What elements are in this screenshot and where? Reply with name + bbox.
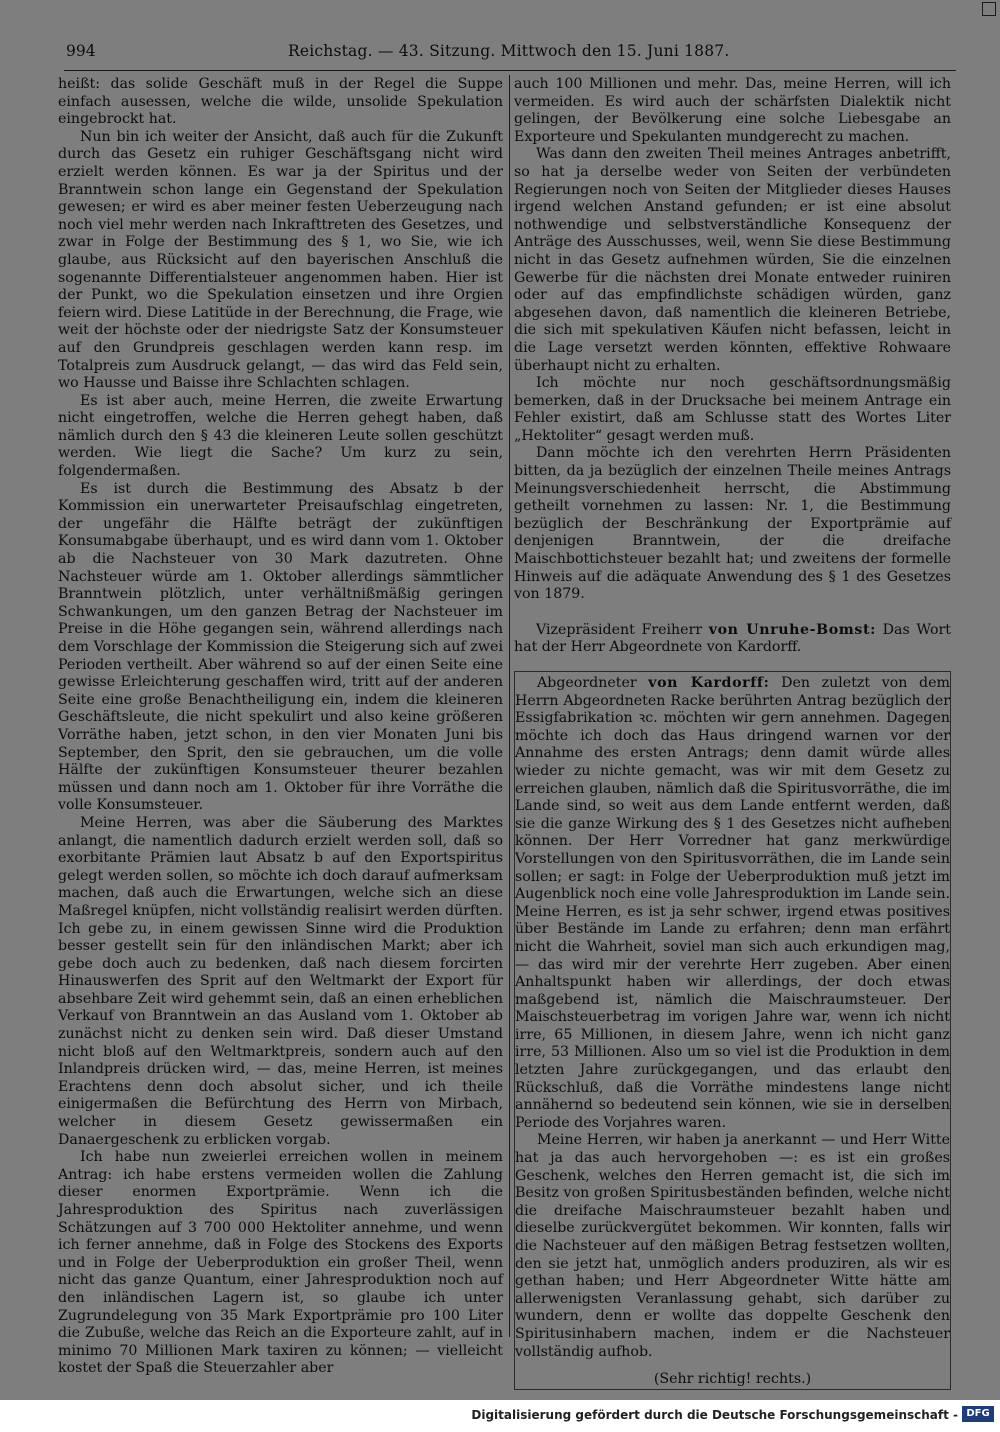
speech-paragraph: Meine Herren, wir haben ja anerkannt — und Herr Witte hat ja das auch hervorgehoben —: es ist ein großes Geschenk, welches den Herren gemacht ist, die sich im Besitz von großen Spiritusbeständen befinden, welche nicht die dreifache Maischraumsteuer bezahlt haben und dieselbe zurückvergütet bekommen. Wir konnten, falls wir die Nachsteuer auf den mäßigen Betrag festsetzen wollten, den sie jetzt hat, unmöglich anders produziren, als wir es gethan haben; und Herr Abgeordneter Witte hätte am allerwenigsten Veranlassung gehabt, sich darüber zu wundern, denn er wollte das doppelte Geschenk den Spiritusinhabern machen, indem er die Nachsteuer vollständig aufhob. (515, 1132, 950, 1360)
speech-text: Den zuletzt von dem Herrn Abgeordneten Racke berührten Antrag bezüglich der Essigfabrikation ꝛc. möchten wir gern annehmen. Dagegen möchte ich doch das Haus dringend warnen vor der Annahme des ersten Antrags; denn damit würde alles wieder zu nichte gemacht, was wir mit dem Gesetz zu erreichen glauben, nämlich daß die Spiritusvorräthe, die im Lande sind, so weit aus dem Lande entfernt werden, daß sie die ganze Wirkung des § 1 des Gesetzes nicht aufheben können. Der Herr Vorredner hat ganz merkwürdige Vorstellungen von den Spiritusvorräthen, die im Lande sein sollen; er sagt: in Folge der Ueberproduktion muß jetzt im Augenblick noch eine volle Jahresproduktion im Lande sein. Meine Herren, es ist ja sehr schwer, irgend etwas positives über Bestände im Lande zu erfahren; denn man erfährt nicht die Wahrheit, soviel man sich auch erkundigen mag, — das wird mir der verehrte Herr zugeben. Aber einen Anhaltspunkt haben wir allerdings, der doch etwas maßgebend ist, nämlich die Maischraumsteuer. Der Maischsteuerbetrag im vorigen Jahre war, wenn ich nicht irre, 65 Millionen, in diesem Jahre, wenn ich nicht ganz irre, 53 Millionen. Also um so viel ist die Produktion in dem letzten Jahre zurückgegangen, und das erlaubt den Rückschluß, daß die Vorräthe mindestens lange nicht annähernd so bedeutend sein können, wie sie in derselben Periode des Vorjahres waren. (515, 675, 950, 1131)
speech-paragraph (515, 675, 950, 1132)
left-column (58, 76, 503, 1378)
funding-notice: Digitalisierung gefördert durch die Deutsche Forschungsgemeinschaft - (471, 1408, 958, 1422)
speaker-title: Abgeordneter (537, 675, 637, 691)
corner-mark (982, 2, 996, 16)
right-column (514, 76, 951, 1390)
applause-note: (Sehr richtig! rechts.) (653, 1371, 812, 1388)
paragraph: auch 100 Millionen und mehr. Das, meine Herren, will ich vermeiden. Es wird auch der schärfsten Dialektik nicht gelingen, der Bevölkerung eine solche Liebesgabe an Exporteure und Spekulanten mundgerecht zu machen. (514, 76, 951, 145)
header-rule (64, 70, 956, 71)
paragraph: Ich möchte nur noch geschäftsordnungsmäßig bemerken, daß in der Drucksache bei meinem Antrage ein Fehler existirt, daß am Schlusse statt des Wortes Liter „Hektoliter“ gesagt werden muß. (514, 375, 951, 444)
paragraph: Was dann den zweiten Theil meines Antrages anbetrifft, so hat ja derselbe weder von Seiten der verbündeten Regierungen noch von Seiten der Mitglieder dieses Hauses irgend welchen Anstand gefunden; er ist eine absolut nothwendige und selbstverständliche Konsequenz der Anträge des Ausschusses, weil, wenn Sie diese Bestimmung nicht in das Gesetz aufnehmen würden, Sie die einzelnen Gewerbe für die nächsten drei Monate entweder ruiniren oder auf das empfindlichste schädigen würden, ganz abgesehen davon, daß namentlich die kleineren Betriebe, die sich mit spekulativen Käufen nicht befassen, leicht in die Lage versetzt werden könnten, effektive Rohwaare überhaupt nicht zu erhalten. (514, 146, 951, 374)
paragraph: Meine Herren, was aber die Säuberung des Marktes anlangt, die namentlich dadurch erzielt werden soll, daß so exorbitante Prämien laut Absatz b auf den Exportspiritus gelegt werden sollen, so möchte ich doch darauf aufmerksam machen, daß auch die Erwartungen, welche sich an diese Maßregel knüpfen, nicht vollständig realisirt werden dürften. Ich gebe zu, in einem gewissen Sinne wird die Produktion besser gestellt sein für den inländischen Markt; aber ich gebe doch auch zu bedenken, daß nach diesem forcirten Hinauswerfen des Sprit auf den Weltmarkt der Export für absehbare Zeit wird gehemmt sein, daß an einen erheblichen Verkauf von Branntwein an das Ausland vom 1. Oktober ab zunächst nicht zu denken sein wird. Daß dieser Umstand nicht bloß auf den Weltmarktpreis, sondern auch auf den Inlandpreis drücken wird, — das, meine Herren, ist meines Erachtens denn doch absolut sicher, und ich theile einigermaßen die Befürchtung des Herrn von Mirbach, welcher in diesem Gesetz gewissermaßen ein Danaergeschenk zu erblicken vorgab. (58, 814, 503, 1148)
running-head: Reichstag. — 43. Sitzung. Mittwoch den 15. Juni 1887. (288, 42, 730, 60)
paragraph: Nun bin ich weiter der Ansicht, daß auch für die Zukunft durch das Gesetz ein ruhiger Geschäftsgang nicht wird erzielt werden können. Es war ja der Spiritus und der Branntwein schon lange ein Gegenstand der Spekulation gewesen; er wird es aber meiner festen Ueberzeugung nach noch viel mehr werden nach Inkrafttreten des Gesetzes, und zwar in Folge der Bestimmung des § 1, wo Sie, wie ich glaube, aus Rücksicht auf den bayerischen Anschluß die sogenannte Differentialsteuer angenommen haben. Hier ist der Punkt, wo die Spekulation einsetzen und ihre Orgien feiern wird. Diese Latitüde in der Berechnung, die Frage, wie weit der höchste oder der niedrigste Satz der Konsumsteuer auf den Grundpreis geschlagen werden kann resp. im Totalpreis zum Ausdruck gelangt, — das wird das Feld sein, wo Hausse und Baisse ihre Schlachten schlagen. (58, 128, 503, 392)
paragraph: heißt: das solide Geschäft muß in der Regel die Suppe einfach ausessen, welche die wilde, unsolide Spekulation eingebrockt hat. (58, 76, 503, 128)
paragraph: Ich habe nun zweierlei erreichen wollen in meinem Antrag: ich habe erstens vermeiden wollen die Zahlung dieser enormen Exportprämie. Wenn ich die Jahresproduktion des Spiritus nach zuverlässigen Schätzungen auf 3 700 000 Hektoliter annehme, und wenn ich ferner annehme, daß in Folge des Stockens des Exports und in Folge der Ueberproduktion ein großer Theil, wenn nicht das ganze Quantum, einer Jahresproduktion noch auf den inländischen Lagern ist, so glaube ich unter Zugrundelegung von 35 Mark Exportprämie pro 100 Liter die Zubuße, welche das Reich an die Exporteure zahlt, auf in minimo 70 Millionen Mark taxiren zu können; — vielleicht kostet der Spaß die Steuerzahler aber (58, 1149, 503, 1377)
speaker-name: von Kardorff: (648, 675, 770, 691)
paragraph: Es ist aber auch, meine Herren, die zweite Erwartung nicht eingetroffen, welche die Herren gehegt haben, daß nämlich durch den § 43 die kleineren Leute sollen geschützt werden. Wie liegt die Sache? Um kurz zu sein, folgendermaßen. (58, 392, 503, 480)
speaker-title: Vizepräsident Freiherr (536, 621, 703, 638)
footer-bar (0, 1400, 1000, 1432)
column-divider (509, 75, 510, 1337)
page-header (66, 40, 950, 66)
page-number: 994 (66, 42, 96, 60)
speaker-name: von Unruhe-Bomst: (708, 621, 876, 638)
speech-block (514, 671, 951, 1390)
statement-text: Das Wort hat der Herr Abgeordnete von Kardorff. (514, 621, 951, 656)
paragraph: Dann möchte ich den verehrten Herrn Präsidenten bitten, da ja bezüglich der einzelnen Theile meines Antrags Meinungsverschiedenheit herrscht, die Abstimmung getheilt vornehmen zu lassen: Nr. 1, die Bestimmung bezüglich der Beschränkung der Exportprämie auf denjenigen Branntwein, der die dreifache Maischbottichsteuer bezahlt hat; und zweitens der formelle Hinweis auf die adäquate Anwendung des § 1 des Gesetzes von 1879. (514, 445, 951, 603)
vice-president-statement (514, 622, 951, 657)
dfg-logo[interactable]: DFG (962, 1406, 994, 1422)
paragraph: Es ist durch die Bestimmung des Absatz b der Kommission ein unerwarteter Preisaufschlag eingetreten, der ungefähr die Hälfte beträgt der zukünftigen Konsumabgabe überhaupt, und es wird dann vom 1. Oktober ab die Nachsteuer von 30 Mark dazutreten. Ohne Nachsteuer würde am 1. Oktober allerdings sämmtlicher Branntwein plötzlich, unter verhältnißmäßig geringen Schwankungen, um den ganzen Betrag der Nachsteuer im Preise in die Höhe gegangen sein, während allerdings nach dem Vorschlage der Kommission die Steigerung sich auf zwei Perioden vertheilt. Aber während so auf der einen Seite eine gewisse Erleichterung geschaffen wird, tritt auf der anderen Seite eine große Benachtheiligung ein, indem die kleineren Geschäftsleute, die nicht spekulirt und also keine größeren Vorräthe haben, jetzt schon, in den vier Monaten Juni bis September, den Sprit, den sie gebrauchen, um die volle Hälfte der zukünftigen Konsumsteuer theurer bezahlen müssen und dann noch am 1. Oktober für ihre Vorräthe die volle Konsumsteuer. (58, 480, 503, 814)
